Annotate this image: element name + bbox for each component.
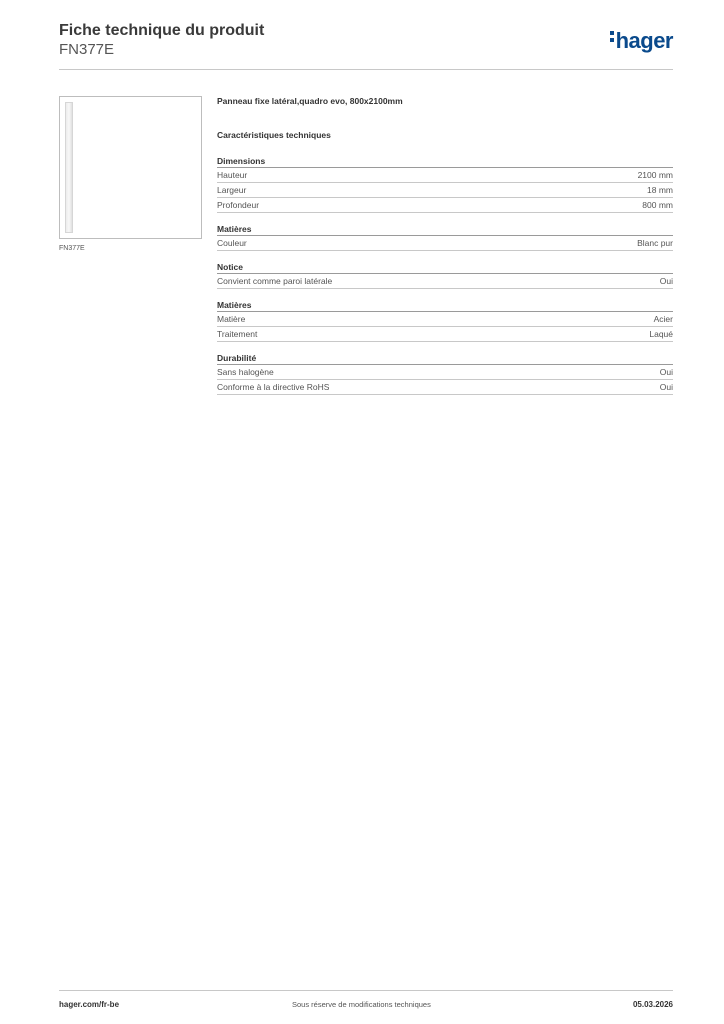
spec-row — [217, 183, 673, 198]
spec-value: Oui — [659, 276, 673, 286]
section-title: Notice — [217, 260, 673, 274]
spec-value: Laqué — [649, 329, 673, 339]
section-durability — [217, 351, 673, 395]
website-link[interactable]: hager.com/fr-be — [59, 1000, 120, 1009]
logo-dots-icon — [610, 31, 614, 45]
spec-value: Oui — [659, 382, 673, 392]
disclaimer: Sous réserve de modifications techniques — [292, 1000, 431, 1009]
section-title: Dimensions — [217, 154, 673, 168]
spec-row — [217, 365, 673, 380]
page-header — [59, 22, 673, 70]
spec-row — [217, 198, 673, 213]
hager-logo — [610, 28, 673, 54]
section-title: Durabilité — [217, 351, 673, 365]
section-title: Matières — [217, 298, 673, 312]
product-content — [217, 96, 673, 404]
spec-row — [217, 168, 673, 183]
logo-text: hager — [615, 28, 673, 53]
document-date: 05.03.2026 — [632, 1000, 673, 1009]
spec-label: Largeur — [217, 185, 247, 195]
section-materials-color — [217, 222, 673, 251]
section-notice — [217, 260, 673, 289]
spec-label: Couleur — [217, 238, 247, 248]
spec-value: Blanc pur — [637, 238, 673, 248]
spec-value: Oui — [659, 367, 673, 377]
section-title: Matières — [217, 222, 673, 236]
technical-characteristics-heading: Caractéristiques techniques — [217, 130, 331, 140]
product-reference: FN377E — [59, 41, 115, 58]
image-caption: FN377E — [59, 245, 85, 252]
spec-label: Conforme à la directive RoHS — [217, 382, 330, 392]
spec-label: Hauteur — [217, 170, 248, 180]
spec-label: Profondeur — [217, 200, 260, 210]
spec-row — [217, 312, 673, 327]
document-title: Fiche technique du produit — [59, 22, 265, 39]
spec-value: 18 mm — [647, 185, 673, 195]
spec-row — [217, 274, 673, 289]
section-dimensions — [217, 154, 673, 213]
spec-label: Sans halogène — [217, 367, 274, 377]
spec-row — [217, 380, 673, 395]
product-description: Panneau fixe latéral,quadro evo, 800x2100mm — [217, 96, 403, 106]
product-image — [59, 96, 202, 239]
spec-label: Traitement — [217, 329, 258, 339]
side-panel-image-icon — [65, 102, 73, 233]
page-footer — [59, 990, 673, 1010]
spec-value: Acier — [653, 314, 673, 324]
spec-value: 2100 mm — [637, 170, 673, 180]
spec-label: Matière — [217, 314, 246, 324]
spec-value: 800 mm — [642, 200, 673, 210]
spec-row — [217, 236, 673, 251]
section-materials — [217, 298, 673, 342]
spec-row — [217, 327, 673, 342]
spec-label: Convient comme paroi latérale — [217, 276, 333, 286]
